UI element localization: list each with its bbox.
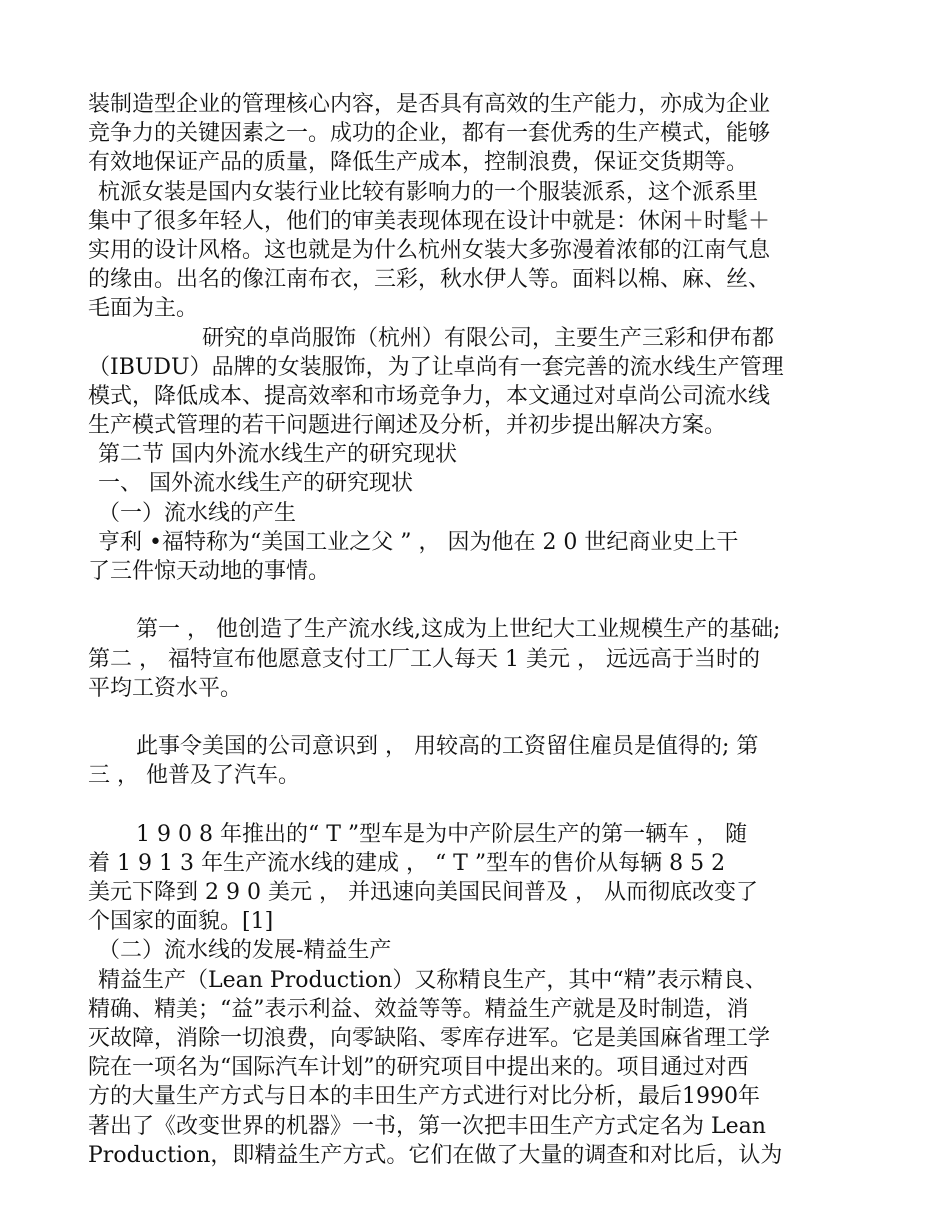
section-heading: 第二节 国内外流水线生产的研究现状 <box>98 442 457 468</box>
text-line: 此事令美国的公司意识到 ， 用较高的工资留住雇员是值得的; 第 <box>136 734 759 760</box>
text-line: 装制造型企业的管理核心内容，是否具有高效的生产能力，亦成为企业 <box>88 92 771 117</box>
text-line: 平均工资水平。 <box>88 675 243 701</box>
text-line: Production，即精益生产方式。它们在做了大量的调查和对比后，认为 <box>88 1142 783 1168</box>
text-line: 着 1 9 1 3 年生产流水线的建成 ， “ T ”型车的售价从每辆 8 5 2 <box>88 850 726 876</box>
text-line: 毛面为主。 <box>88 296 199 322</box>
text-line: 三 ， 他普及了汽车。 <box>88 763 300 789</box>
text-line: 竞争力的关键因素之一。成功的企业，都有一套优秀的生产模式，能够 <box>88 121 771 147</box>
text-line: 第二 ， 福特宣布他愿意支付工厂工人每天 1 美元 ， 远远高于当时的 <box>88 646 760 672</box>
sub-subsection-heading: （二）流水线的发展-精益生产 <box>98 938 392 964</box>
text-line: 亨利 •福特称为“美国工业之父 ” ， 因为他在 2 0 世纪商业史上干 <box>98 529 739 555</box>
text-line: 模式，降低成本、提高效率和市场竞争力，本文通过对卓尚公司流水线 <box>88 383 771 409</box>
text-line: 实用的设计风格。这也就是为什么杭州女装大多弥漫着浓郁的江南气息 <box>88 237 771 263</box>
blank-line <box>88 703 870 732</box>
text-line: 的缘由。出名的像江南布衣，三彩，秋水伊人等。面料以棉、麻、丝、 <box>88 267 771 293</box>
blank-line <box>88 586 870 615</box>
text-line: 精确、精美；“益”表示利益、效益等等。精益生产就是及时制造，消 <box>88 996 749 1022</box>
text-line: 院在一项名为“国际汽车计划”的研究项目中提出来的。项目通过对西 <box>88 1055 749 1081</box>
text-line: 集中了很多年轻人，他们的审美表现体现在设计中就是：休闲＋时髦＋ <box>88 208 771 234</box>
text-line: 灭故障，消除一切浪费，向零缺陷、零库存进军。它是美国麻省理工学 <box>88 1026 771 1051</box>
text-line: 著出了《改变世界的机器》一书，第一次把丰田生产方式定名为 Lean <box>88 1113 766 1139</box>
blank-line <box>88 791 870 820</box>
text-line: 方的大量生产方式与日本的丰田生产方式进行对比分析，最后1990年 <box>88 1084 760 1110</box>
text-line: 生产模式管理的若干问题进行阐述及分析，并初步提出解决方案。 <box>88 413 727 439</box>
text-line: 美元下降到 2 9 0 美元 ， 并迅速向美国民间普及 ， 从而彻底改变了 <box>88 880 758 906</box>
text-line: 个国家的面貌。[1] <box>88 909 274 935</box>
text-line: 了三件惊天动地的事情。 <box>88 559 331 584</box>
text-line: 研究的卓尚服饰（杭州）有限公司，主要生产三彩和伊布都 <box>202 325 775 351</box>
subsection-heading: 一、 国外流水线生产的研究现状 <box>98 471 413 497</box>
text-line: （IBUDU）品牌的女装服饰，为了让卓尚有一套完善的流水线生产管理 <box>88 354 784 380</box>
sub-subsection-heading: （一）流水线的产生 <box>98 500 297 526</box>
text-line: 精益生产（Lean Production）又称精良生产，其中“精”表示精良、 <box>98 967 767 993</box>
text-line: 杭派女装是国内女装行业比较有影响力的一个服装派系，这个派系里 <box>98 179 759 205</box>
text-line: 第一 ， 他创造了生产流水线,这成为上世纪大工业规模生产的基础; <box>136 617 781 643</box>
text-line: 1 9 0 8 年推出的“ T ”型车是为中产阶层生产的第一辆车 ， 随 <box>136 821 748 847</box>
text-line: 有效地保证产品的质量，降低生产成本，控制浪费，保证交货期等。 <box>88 150 749 176</box>
